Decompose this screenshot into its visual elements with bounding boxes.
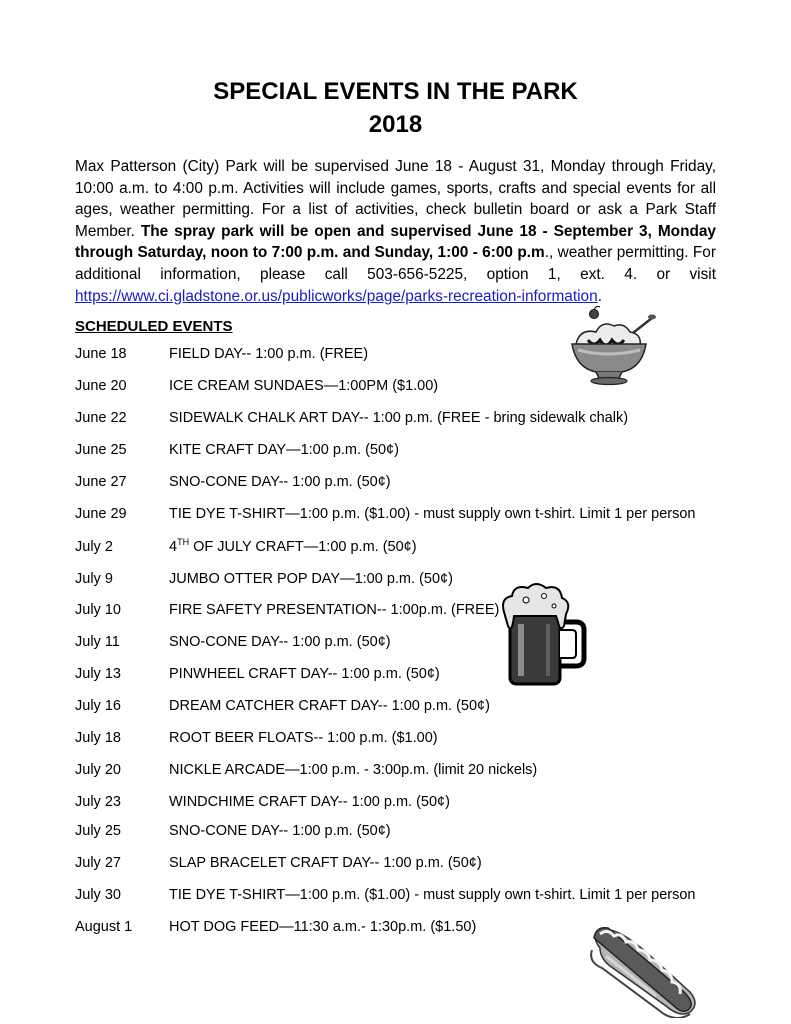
event-desc: FIELD DAY-- 1:00 p.m. (FREE) — [169, 346, 369, 362]
event-desc-rest: OF JULY CRAFT—1:00 p.m. (50¢) — [189, 539, 417, 555]
spray-park-notice: The spray park will be open and supervised June 18 - September 3, Monday through Saturday, noon to 7:00 p.m. and Sunday, 1:00 - 6:00 p.m — [75, 222, 716, 262]
ordinal-suffix: TH — [177, 537, 190, 547]
event-desc — [169, 538, 417, 556]
event-date: July 9 — [75, 571, 113, 587]
event-desc: WINDCHIME CRAFT DAY-- 1:00 p.m. (50¢) — [169, 794, 450, 810]
root-beer-mug-icon — [496, 578, 588, 690]
event-desc: KITE CRAFT DAY—1:00 p.m. (50¢) — [169, 442, 399, 458]
intro-text-2: ., weather permitting. For additional information, please call 503-656-5225, option 1, ext. 4. or visit — [75, 244, 716, 283]
scheduled-events-heading: SCHEDULED EVENTS — [75, 318, 233, 335]
event-date: June 22 — [75, 410, 127, 426]
event-date: July 11 — [75, 634, 120, 650]
event-date: June 25 — [75, 442, 127, 458]
event-desc: ICE CREAM SUNDAES—1:00PM ($1.00) — [169, 378, 439, 394]
event-date: July 18 — [75, 730, 121, 746]
event-date: July 30 — [75, 887, 121, 903]
hot-dog-icon — [586, 922, 704, 1018]
event-desc: SNO-CONE DAY-- 1:00 p.m. (50¢) — [169, 634, 391, 650]
event-desc: TIE DYE T-SHIRT—1:00 p.m. ($1.00) - must supply own t-shirt. Limit 1 per person — [169, 506, 696, 522]
event-desc: SIDEWALK CHALK ART DAY-- 1:00 p.m. (FREE - bring sidewalk chalk) — [169, 410, 629, 426]
event-desc: HOT DOG FEED—11:30 a.m.- 1:30p.m. ($1.50) — [169, 919, 477, 935]
intro-paragraph — [75, 156, 716, 307]
event-date: June 18 — [75, 346, 127, 362]
event-desc: TIE DYE T-SHIRT—1:00 p.m. ($1.00) - must supply own t-shirt. Limit 1 per person — [169, 887, 696, 903]
event-desc: FIRE SAFETY PRESENTATION-- 1:00p.m. (FREE) — [169, 602, 500, 618]
intro-end: . — [597, 287, 602, 305]
event-date: June 27 — [75, 474, 127, 490]
event-desc: NICKLE ARCADE—1:00 p.m. - 3:00p.m. (limit 20 nickels) — [169, 762, 538, 778]
page-year: 2018 — [368, 111, 423, 138]
event-desc: DREAM CATCHER CRAFT DAY-- 1:00 p.m. (50¢) — [169, 698, 490, 714]
page-title: SPECIAL EVENTS IN THE PARK — [213, 78, 578, 105]
event-date: August 1 — [75, 919, 133, 935]
event-date: July 23 — [75, 794, 121, 810]
event-desc: SLAP BRACELET CRAFT DAY-- 1:00 p.m. (50¢) — [169, 855, 482, 871]
event-date: July 27 — [75, 855, 121, 871]
parks-info-link[interactable]: https://www.ci.gladstone.or.us/publicworks/page/parks-recreation-information — [75, 287, 598, 305]
event-date: July 2 — [75, 539, 113, 555]
ordinal-number: 4 — [169, 539, 178, 555]
event-desc: PINWHEEL CRAFT DAY-- 1:00 p.m. (50¢) — [169, 666, 440, 682]
event-date: July 16 — [75, 698, 121, 714]
event-date: July 20 — [75, 762, 121, 778]
event-date: July 10 — [75, 602, 121, 618]
event-desc: ROOT BEER FLOATS-- 1:00 p.m. ($1.00) — [169, 730, 438, 746]
event-date: June 20 — [75, 378, 127, 394]
event-desc: SNO-CONE DAY-- 1:00 p.m. (50¢) — [169, 823, 391, 839]
ice-cream-sundae-icon — [566, 306, 658, 386]
event-desc: JUMBO OTTER POP DAY—1:00 p.m. (50¢) — [169, 571, 453, 587]
event-date: July 13 — [75, 666, 121, 682]
intro-text: Max Patterson (City) Park will be supervised June 18 - August 31, Monday through Friday, 10:00 a.m. to 4:00 p.m. Activities will include games, sports, crafts and special events for all ages, weather permitting. For a list of activities, check bulletin board or ask a Park Staff Member. — [75, 158, 716, 240]
event-date: June 29 — [75, 506, 127, 522]
event-date: July 25 — [75, 823, 121, 839]
event-desc: SNO-CONE DAY-- 1:00 p.m. (50¢) — [169, 474, 391, 490]
